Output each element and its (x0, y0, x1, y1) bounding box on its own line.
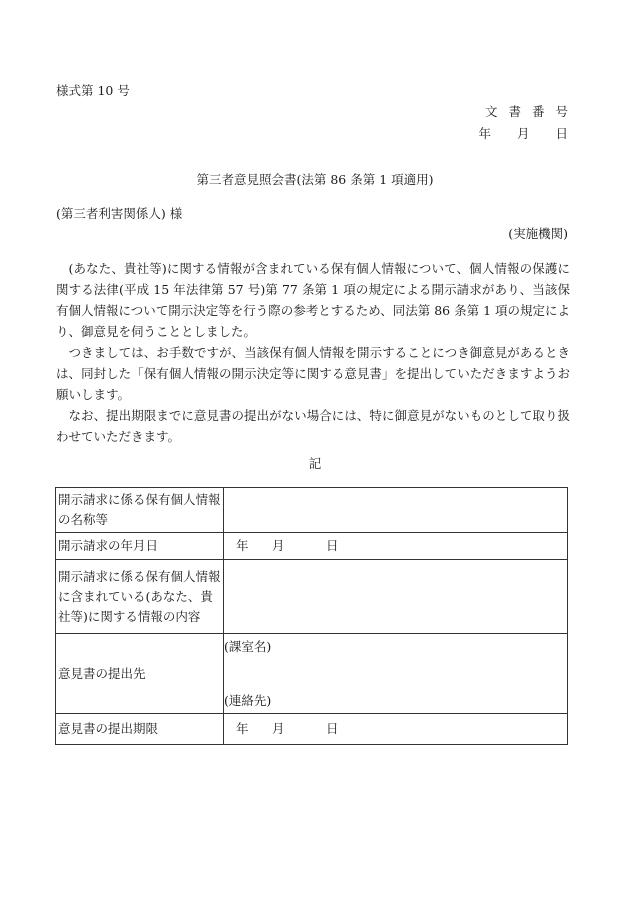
date-year: 年 (478, 126, 491, 141)
table-row (56, 714, 568, 745)
request-year: 年 (236, 538, 249, 553)
sender-organization: (実施機関) (508, 226, 568, 241)
details-table (55, 487, 568, 745)
deadline-year: 年 (236, 721, 249, 736)
deadline-day: 日 (326, 721, 339, 736)
row-label-info-name: 開示請求に係る保有個人情報の名称等 (56, 488, 224, 533)
row-label-info-content: 開示請求に係る保有個人情報に含まれている(あなた、貴社等)に関する情報の内容 (56, 560, 224, 634)
row-value-deadline (224, 714, 568, 745)
row-value-info-content (224, 560, 568, 634)
row-value-info-name (224, 488, 568, 533)
date-line (456, 124, 568, 142)
table-row (56, 488, 568, 533)
addressee: (第三者利害関係人) 様 (56, 206, 183, 221)
body-paragraph-1: (あなた、貴社等)に関する情報が含まれている保有個人情報について、個人情報の保護に関する法律(平成 15 年法律第 57 号)第 77 条第 1 項の規定による開示請求があり、当該保有個人情報について開示決定等を行う際の参考とするため、同法第 86 条第 1 項の規定により、御意見を伺うこととしました。 (56, 261, 571, 339)
row-label-deadline: 意見書の提出期限 (56, 714, 224, 745)
row-label-submission-destination: 意見書の提出先 (56, 634, 224, 714)
body-paragraph-2: つきましては、お手数ですが、当該保有個人情報を開示することにつき御意見があるときは、同封した「保有個人情報の開示決定等に関する意見書」を提出していただきますようお願いします。 (56, 345, 570, 402)
row-value-submission-destination (224, 634, 568, 714)
contact-label: (連絡先) (224, 692, 272, 708)
row-label-request-date: 開示請求の年月日 (56, 533, 224, 560)
body-text (56, 258, 570, 447)
table-row (56, 634, 568, 714)
request-day: 日 (326, 538, 339, 553)
date-month: 月 (516, 126, 530, 141)
deadline-month: 月 (272, 721, 285, 736)
ki-heading: 記 (308, 456, 322, 471)
document-title: 第三者意見照会書(法第 86 条第 1 項適用) (196, 172, 434, 187)
form-number: 様式第 10 号 (56, 83, 130, 98)
table-row (56, 560, 568, 634)
table-row (56, 533, 568, 560)
request-month: 月 (272, 538, 285, 553)
row-value-request-date (224, 533, 568, 560)
department-label: (課室名) (224, 638, 272, 654)
document-number-label: 文書番号 (484, 104, 579, 119)
body-paragraph-3: なお、提出期限までに意見書の提出がない場合には、特に御意見がないものとして取り扱わせていただきます。 (56, 408, 570, 444)
date-day: 日 (555, 126, 568, 141)
